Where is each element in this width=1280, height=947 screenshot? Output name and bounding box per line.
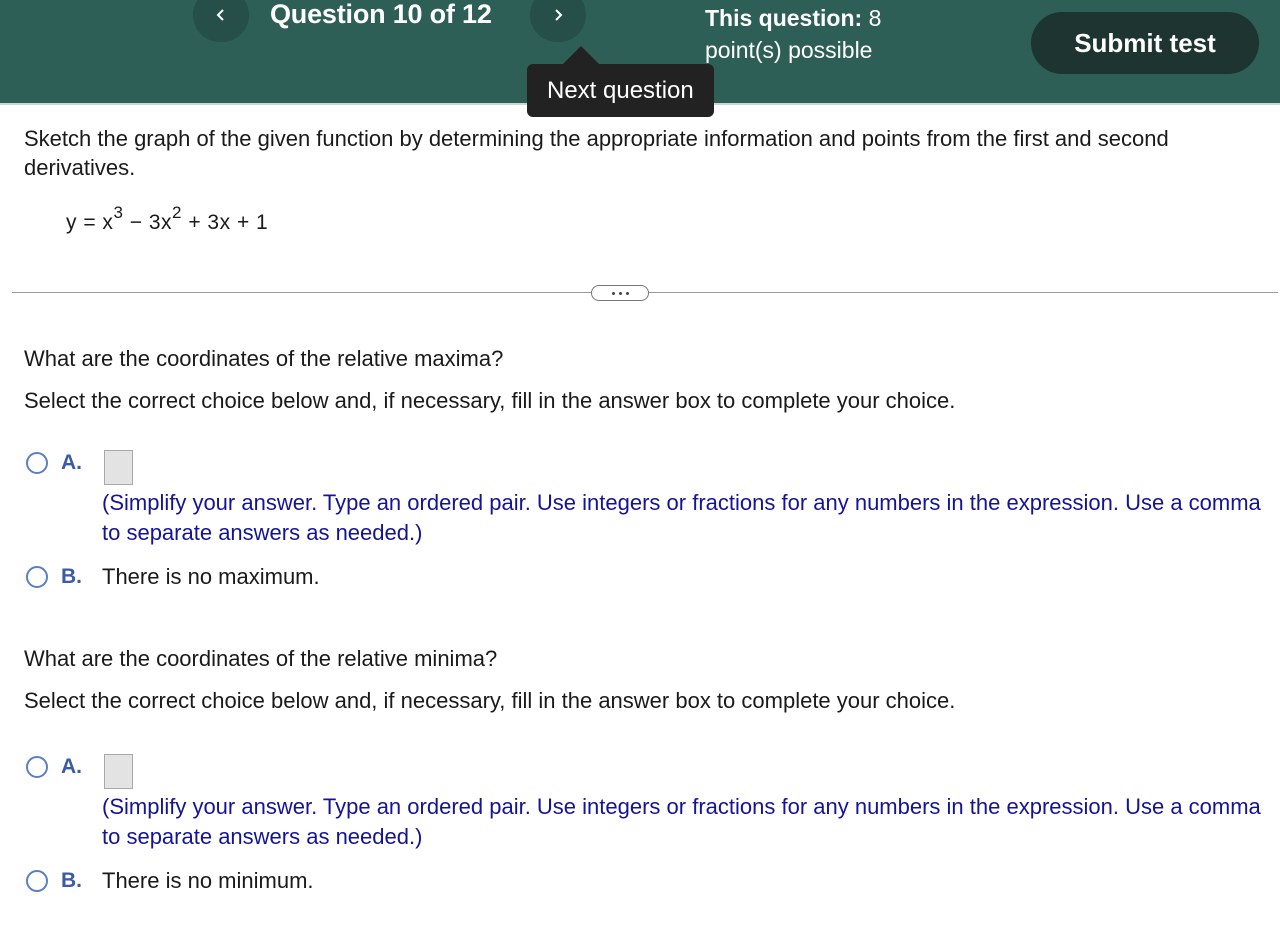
maxima-answer-hint: (Simplify your answer. Type an ordered pair. Use integers or fractions for any numbers in the expression. Use a comma to separate answers as needed.) — [102, 490, 1261, 545]
previous-question-button[interactable] — [193, 0, 249, 42]
maxima-radio-b[interactable] — [26, 566, 48, 588]
minima-radio-b[interactable] — [26, 870, 48, 892]
question-points-info — [705, 0, 915, 80]
points-value: 8 — [868, 5, 882, 31]
equation-lhs: y = x — [66, 211, 114, 234]
maxima-choice-b-text: There is no maximum. — [102, 564, 320, 589]
maxima-instruction: Select the correct choice below and, if necessary, fill in the answer box to complete your choice. — [24, 388, 956, 413]
submit-test-button[interactable]: Submit test — [1031, 12, 1259, 74]
minima-instruction: Select the correct choice below and, if necessary, fill in the answer box to complete your choice. — [24, 688, 956, 713]
tooltip-arrow — [563, 46, 599, 64]
maxima-letter-b: B. — [61, 565, 82, 588]
minima-choice-b-text: There is no minimum. — [102, 868, 314, 893]
maxima-radio-a[interactable] — [26, 452, 48, 474]
next-question-tooltip: Next question — [527, 64, 714, 117]
problem-prompt: Sketch the graph of the given function by determining the appropriate information and points from the first and second derivatives. — [24, 126, 1169, 180]
question-counter: Question 10 of 12 — [270, 0, 492, 29]
chevron-left-icon — [214, 8, 228, 22]
minima-letter-b: B. — [61, 869, 82, 892]
minima-question: What are the coordinates of the relative minima? — [24, 646, 498, 671]
minima-letter-a: A. — [61, 755, 82, 778]
chevron-right-icon — [551, 8, 565, 22]
expand-more-button[interactable] — [591, 285, 649, 301]
points-label: This question: — [705, 5, 863, 31]
maxima-letter-a: A. — [61, 451, 82, 474]
equation-exponent-3: 3 — [113, 203, 124, 222]
points-suffix: point(s) possible — [705, 37, 873, 63]
maxima-answer-box[interactable] — [104, 450, 133, 485]
equation-exponent-2: 2 — [172, 203, 182, 222]
equation-rhs: + 3x + 1 — [182, 211, 269, 234]
minima-answer-hint: (Simplify your answer. Type an ordered pair. Use integers or fractions for any numbers in the expression. Use a comma to separate answers as needed.) — [102, 794, 1261, 849]
function-equation — [66, 203, 269, 235]
equation-middle: − 3x — [123, 211, 173, 234]
maxima-question: What are the coordinates of the relative maxima? — [24, 346, 504, 371]
minima-radio-a[interactable] — [26, 756, 48, 778]
minima-answer-box[interactable] — [104, 754, 133, 789]
next-question-button[interactable] — [530, 0, 586, 42]
